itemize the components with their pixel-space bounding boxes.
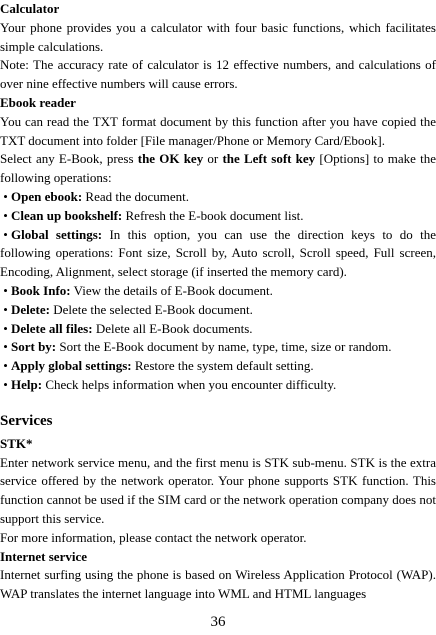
list-item bbox=[0, 338, 436, 357]
list-item-label: Help: bbox=[11, 376, 43, 392]
stk-contact-note: For more information, please contact the network operator. bbox=[0, 529, 307, 545]
list-item-text: Restore the system default setting. bbox=[131, 358, 314, 374]
ebook-options-prefix: Select any E-Book, press bbox=[0, 151, 138, 167]
list-item bbox=[0, 188, 436, 207]
list-item bbox=[0, 226, 436, 282]
bullet-icon: • bbox=[3, 320, 8, 336]
left-soft-key-label: the Left soft key bbox=[222, 151, 316, 167]
calculator-heading: Calculator bbox=[0, 1, 60, 16]
list-item bbox=[0, 282, 436, 301]
ebook-description: You can read the TXT format document by this function after you have copied the TXT document into folder [File manager/Phone or Memory Card/Ebook]. bbox=[0, 113, 436, 148]
list-item-text: Check helps information when you encounter difficulty. bbox=[42, 376, 337, 392]
list-item-text: Sort the E-Book document by name, type, time, size or random. bbox=[56, 339, 392, 355]
ebook-options-or: or bbox=[203, 151, 223, 167]
list-item-text: Delete the selected E-Book document. bbox=[49, 301, 253, 317]
bullet-icon: • bbox=[3, 188, 8, 204]
internet-service-heading: Internet service bbox=[0, 548, 87, 564]
services-section-title: Services bbox=[0, 412, 53, 429]
bullet-icon: • bbox=[3, 358, 8, 374]
calculator-note: Note: The accuracy rate of calculator is 12 effective numbers, and calculations of over nine effective numbers will cause errors. bbox=[0, 57, 436, 92]
internet-service-description: Internet surfing using the phone is based on Wireless Application Protocol (WAP). WAP translates the internet language into WML and HTML languages bbox=[0, 567, 436, 602]
list-item-text: Refresh the E-book document list. bbox=[122, 207, 304, 223]
list-item-text: View the details of E-Book document. bbox=[70, 282, 273, 298]
ebook-options-intro bbox=[0, 150, 436, 188]
page-number: 36 bbox=[210, 614, 226, 630]
bullet-icon: • bbox=[3, 226, 8, 242]
list-item-label: Sort by: bbox=[11, 339, 57, 355]
list-item-label: Open ebook: bbox=[11, 188, 83, 204]
list-item bbox=[0, 320, 436, 339]
list-item bbox=[0, 357, 436, 376]
bullet-icon: • bbox=[3, 376, 8, 392]
ebook-options-list bbox=[0, 188, 436, 395]
bullet-icon: • bbox=[3, 301, 8, 317]
bullet-icon: • bbox=[3, 282, 8, 298]
list-item-text: Read the document. bbox=[82, 188, 190, 204]
ok-key-label: the OK key bbox=[137, 151, 204, 167]
bullet-icon: • bbox=[3, 339, 8, 355]
bullet-icon: • bbox=[3, 207, 8, 223]
list-item bbox=[0, 376, 436, 395]
list-item bbox=[0, 301, 436, 320]
list-item-label: Delete all files: bbox=[11, 320, 93, 336]
ebook-options-suffix: [Options] to make the following operations: bbox=[0, 151, 436, 186]
list-item-label: Delete: bbox=[11, 301, 50, 317]
list-item-text: Delete all E-Book documents. bbox=[92, 320, 253, 336]
list-item-label: Apply global settings: bbox=[11, 358, 132, 374]
list-item-text: In this option, you can use the direction keys to do the following operations: Font size, Scroll by, Auto scroll, Scroll speed, Full screen, Encoding, Alignment, select storage (if inserted the memory card). bbox=[0, 226, 436, 280]
ebook-heading: Ebook reader bbox=[0, 94, 76, 110]
list-item-label: Global settings: bbox=[11, 226, 103, 242]
calculator-description: Your phone provides you a calculator with four basic functions, which facilitates simple calculations. bbox=[0, 19, 436, 54]
list-item-label: Clean up bookshelf: bbox=[11, 207, 123, 223]
stk-heading: STK* bbox=[0, 435, 33, 451]
stk-description: Enter network service menu, and the first menu is STK sub-menu. STK is the extra service offered by the network operator. Your phone supports STK function. This function cannot be used if the SIM card or the network operation company does not support this service. bbox=[0, 454, 436, 526]
list-item bbox=[0, 207, 436, 226]
list-item-label: Book Info: bbox=[11, 282, 71, 298]
